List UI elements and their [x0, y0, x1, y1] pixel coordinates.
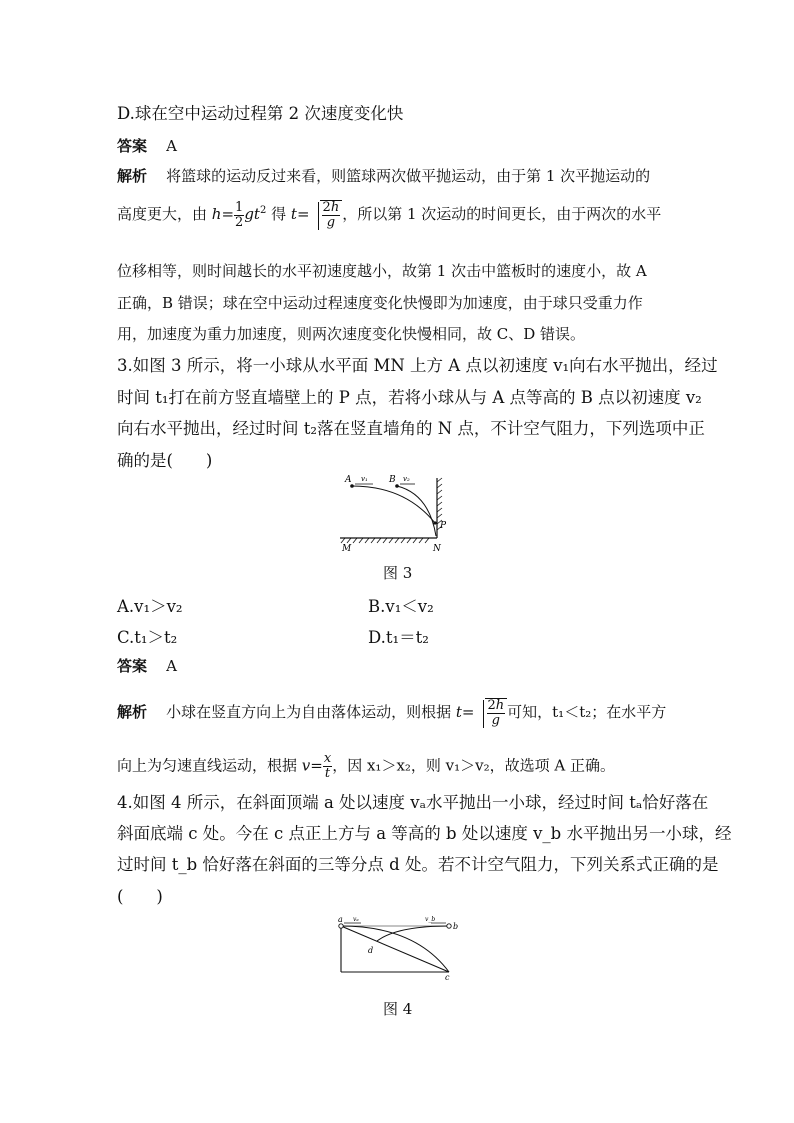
- analysis-text: 高度更大，由: [117, 205, 208, 223]
- q4-line-2: 斜面底端 c 处。今在 c 点正上方与 a 等高的 b 处以速度 v_b 水平抛出另一小球，经: [117, 824, 732, 843]
- analysis-line-1: [117, 165, 650, 186]
- answer-label: 答案: [117, 657, 148, 675]
- label-v2: v₂: [403, 475, 410, 483]
- q3-option-c: C.t₁＞t₂: [117, 628, 178, 647]
- answer-label: 答案: [117, 137, 148, 155]
- analysis-text: ，所以第 1 次运动的时间更长，由于两次的水平: [342, 205, 662, 223]
- label-c: c: [445, 973, 450, 980]
- answer-line-1: [117, 135, 177, 156]
- analysis-text: 得: [271, 205, 287, 223]
- formula-sqrt: $\frac{2h}{g}$: [475, 698, 508, 728]
- figure-4: [333, 908, 463, 980]
- analysis-text: 可知，t₁＜t₂；在水平方: [507, 703, 667, 721]
- figure-3: [335, 470, 465, 555]
- label-vb: v_b: [425, 916, 436, 923]
- trajectory-a: [352, 486, 435, 523]
- figure-4-caption: 图 4: [383, 1000, 413, 1018]
- q3-option-a: A.v₁＞v₂: [117, 597, 183, 616]
- answer-value: A: [166, 137, 177, 155]
- label-A: A: [345, 475, 352, 485]
- label-B: B: [389, 475, 396, 485]
- q3-analysis-line-1: 解析 小球在竖直方向上为自由落体运动，则根据 t= $\frac{2h}{g}$ 可知，t₁＜t₂；在水平方: [117, 698, 667, 728]
- trajectory-b: [377, 926, 449, 941]
- analysis-label: 解析: [117, 167, 148, 185]
- label-d: d: [368, 946, 374, 955]
- slope-line: [341, 926, 449, 972]
- q3-option-d: D.t₁＝t₂: [368, 628, 429, 647]
- answer-value: A: [166, 657, 177, 675]
- analysis-text: 向上为匀速直线运动，根据: [117, 756, 298, 775]
- label-P: P: [440, 521, 447, 531]
- analysis-line-2: 高度更大，由 h= $\frac{1}{2}$ $gt^2$ 得 t= $\frac{2h}{g}$ ，所以第 1 次运动的时间更长，由于两次的水平: [117, 199, 662, 230]
- analysis-text: ，因 x₁＞x₂，则 v₁＞v₂，故选项 A 正确。: [332, 756, 616, 775]
- ball-b: [395, 484, 399, 488]
- analysis-text: 将篮球的运动反过来看，则篮球两次做平抛运动，由于第 1 次平抛运动的: [166, 167, 651, 185]
- q4-line-1: 4.如图 4 所示，在斜面顶端 a 处以速度 vₐ水平抛出一小球，经过时间 tₐ恰好落在: [117, 793, 709, 812]
- q3-answer-line: [117, 655, 177, 676]
- label-N: N: [433, 544, 441, 554]
- analysis-label: 解析: [117, 703, 148, 721]
- trajectory-b: [397, 486, 436, 536]
- q3-line-2: 时间 t₁打在前方竖直墙壁上的 P 点，若将小球从与 A 点等高的 B 点以初速度 v₂: [117, 388, 702, 407]
- analysis-line-4: 正确，B 错误；球在空中运动过程速度变化快慢即为加速度，由于球只受重力作: [117, 294, 643, 312]
- ball-b: [447, 924, 451, 928]
- ball-a: [339, 924, 343, 928]
- option-d: D.球在空中运动过程第 2 次速度变化快: [117, 104, 404, 123]
- label-va: vₐ: [353, 916, 359, 923]
- fraction-x-over-t: $\frac{x}{t}$: [323, 751, 332, 781]
- formula-sqrt: $\frac{2h}{g}$: [310, 200, 343, 230]
- ground-hatch: [341, 538, 429, 543]
- analysis-line-5: 用，加速度为重力加速度，则两次速度变化快慢相同，故 C、D 错误。: [117, 325, 586, 343]
- fraction-half: $\frac{1}{2}$: [235, 199, 244, 230]
- analysis-line-3: 位移相等，则时间越长的水平初速度越小，故第 1 次击中篮板时的速度小，故 A: [117, 262, 647, 280]
- q3-line-3: 向右水平抛出，经过时间 t₂落在竖直墙角的 N 点，不计空气阻力，下列选项中正: [117, 419, 705, 438]
- q3-line-1: 3.如图 3 所示，将一小球从水平面 MN 上方 A 点以初速度 v₁向右水平抛出，经过: [117, 356, 718, 375]
- q4-line-4: ( ): [117, 887, 163, 906]
- label-a: a: [338, 915, 343, 924]
- figure-3-caption: 图 3: [383, 564, 413, 582]
- q3-option-b: B.v₁＜v₂: [368, 597, 434, 616]
- label-v1: v₁: [361, 475, 368, 483]
- q3-line-4: 确的是( ): [117, 451, 213, 470]
- analysis-text: 小球在竖直方向上为自由落体运动，则根据: [166, 703, 452, 721]
- label-b: b: [453, 922, 459, 931]
- label-M: M: [342, 544, 352, 554]
- formula-h: h: [211, 205, 222, 223]
- q4-line-3: 过时间 t_b 恰好落在斜面的三等分点 d 处。若不计空气阻力，下列关系式正确的是: [117, 855, 719, 874]
- point-p: [433, 521, 436, 524]
- q3-analysis-line-2: 向上为匀速直线运动，根据 v= $\frac{x}{t}$ ，因 x₁＞x₂，则 v₁＞v₂，故选项 A 正确。: [117, 751, 616, 781]
